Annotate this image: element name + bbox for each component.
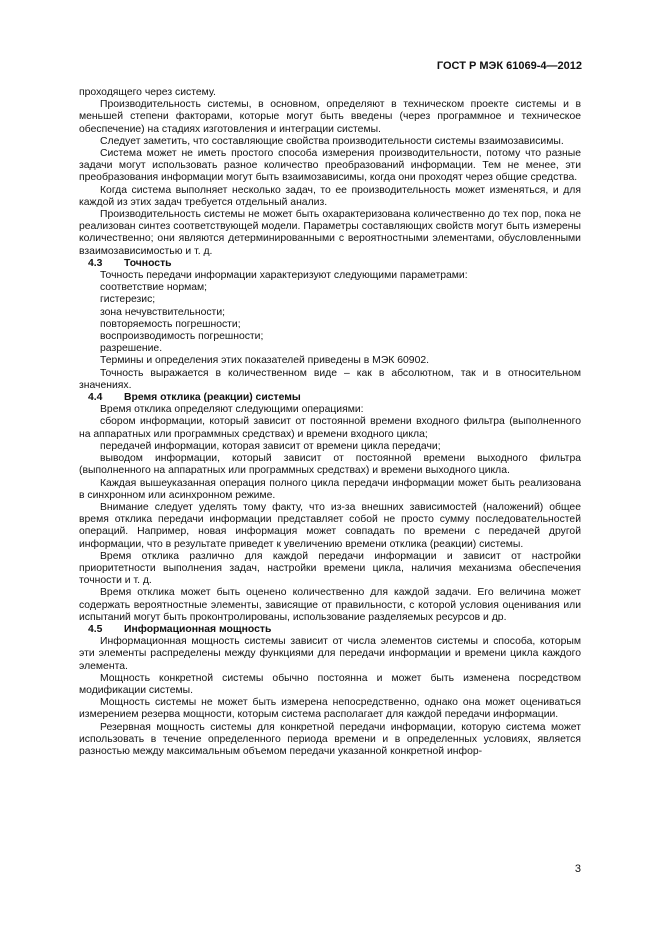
paragraph: Точность передачи информации характеризуют следующими параметрами: (100, 270, 468, 282)
paragraph: Когда система выполняет несколько задач, то ее производительность может изменяться, и для каждой из этих задач требуется отдельный анализ. (79, 184, 581, 208)
paragraph: повторяемость погрешности; (100, 318, 241, 330)
standard-header: ГОСТ Р МЭК 61069-4—2012 (436, 60, 582, 72)
section-number: 4.3 (88, 257, 103, 269)
paragraph: Время отклика различно для каждой передачи информации и зависит от настройки приоритетности выполнения задач, настройки времени цикла, наличия механизма обеспечения точности и т. д. (79, 550, 581, 587)
paragraph: Производительность системы, в основном, определяют в техническом проекте системы и в меньшей степени факторами, которые могут быть введены (через программное и техническое обеспечение) на стадиях изготовления и интеграции системы. (79, 99, 581, 135)
paragraph: Система может не иметь простого способа измерения производительности, потому что разные задачи могут использовать разное количество преобразований информации. Тем не менее, эти преобразования информации могут быть взаимозависимы, когда они проходят через общие средства. (79, 148, 581, 184)
paragraph: сбором информации, который зависит от постоянной времени входного фильтра (выполненного на аппаратных или программных средствах) и времени входного цикла; (79, 416, 581, 440)
paragraph: воспроизводимость погрешности; (100, 331, 264, 343)
paragraph: Термины и определения этих показателей приведены в МЭК 60902. (100, 355, 430, 367)
paragraph: Мощность конкретной системы обычно постоянна и может быть изменена посредством модификации системы. (79, 672, 581, 696)
paragraph: разрешение. (100, 343, 163, 355)
section-title: Информационная мощность (124, 623, 272, 635)
paragraph: передачей информации, которая зависит от времени цикла передачи; (100, 440, 441, 452)
paragraph: Производительность системы не может быть охарактеризована количественно до тех пор, пока не реализован синтез соответствующей модели. Параметры составляющих свойств могут быть измерены количественно; они являются детерминированными с вероятностными элементами, обусловленными взаимозависимостью и т. д. (79, 209, 581, 257)
paragraph: Резервная мощность системы для конкретной передачи информации, которую система может использовать в течение определенного периода времени и в определенных условиях, является разностью между максимальным объемом передачи указанной конкретной инфор- (79, 721, 581, 757)
document-body (79, 87, 581, 758)
page-number: 3 (574, 863, 581, 875)
section-title: Время отклика (реакции) системы (124, 392, 301, 404)
paragraph: Время отклика определяют следующими операциями: (100, 404, 364, 416)
paragraph: зона нечувствительности; (100, 306, 226, 318)
section-heading (79, 258, 581, 270)
paragraph: Информационная мощность системы зависит от числа элементов системы и способа, которым эти элементы распределены между функциями для передачи информации и времени цикла каждого элемента. (79, 636, 581, 672)
paragraph: проходящего через систему. (79, 87, 216, 98)
paragraph: Точность выражается в количественном виде – как в абсолютном, так и в относительном значениях. (79, 367, 581, 391)
section-number: 4.4 (88, 392, 103, 404)
paragraph: Время отклика может быть оценено количественно для каждой задачи. Его величина может содержать вероятностные элементы, зависящие от правильности, с которой условия оценивания или испытаний могут быть проконтролированы, использование разделяемых ресурсов и др. (79, 587, 581, 623)
paragraph: Мощность системы не может быть измерена непосредственно, однако она может оцениваться измерением резерва мощности, которым система располагает для каждой передачи информации. (79, 697, 581, 721)
section-heading (79, 392, 581, 404)
paragraph: Каждая вышеуказанная операция полного цикла передачи информации может быть реализована в синхронном или асинхронном режиме. (79, 477, 581, 501)
paragraph: Следует заметить, что составляющие свойства производительности системы взаимозависимы. (100, 135, 564, 147)
paragraph: Внимание следует уделять тому факту, что из-за внешних зависимостей (наложений) общее время отклика передачи информации представляет собой не просто сумму последовательностей операций. Например, новая информация может совпадать по времени с передачей другой информации, что в результате приведет к увеличению времени отклика (реакции) системы. (79, 501, 581, 550)
section-title: Точность (124, 257, 172, 269)
section-heading (79, 624, 581, 636)
paragraph: гистерезис; (100, 294, 156, 306)
section-number: 4.5 (88, 623, 103, 635)
paragraph: выводом информации, который зависит от постоянной времени выходного фильтра (выполненного на аппаратных или программных средствах) и времени выходного цикла. (79, 453, 581, 477)
paragraph: соответствие нормам; (100, 282, 208, 294)
